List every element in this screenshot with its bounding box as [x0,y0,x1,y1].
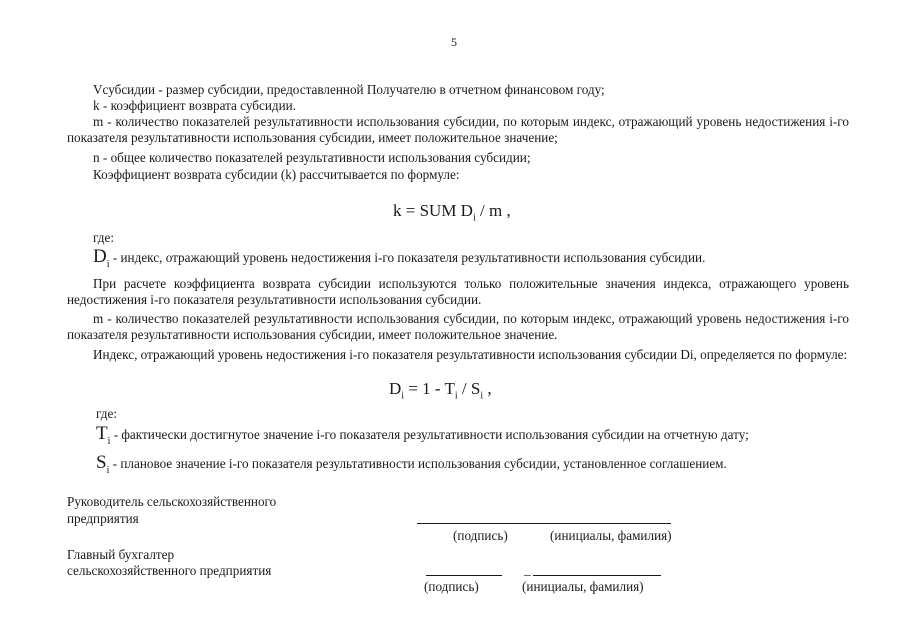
head-title-line2: предприятия [67,511,139,526]
accountant-signature-caption: (подпись) [424,579,479,594]
head-name-caption: (инициалы, фамилия) [550,528,672,543]
s-symbol: $S_i$ [96,452,110,476]
formula-d: $D_i = 1 - T_i / S_i$ , [389,379,492,402]
where-label-1: где: [93,230,114,245]
s-definition-text: - плановое значение i-го показателя результативности использования субсидии, установленное соглашением. [112,456,727,471]
page-number: 5 [451,35,457,49]
vsub-definition: Vсубсидии - размер субсидии, предоставленной Получателю в отчетном финансовом году; [93,82,605,97]
index-formula-intro: Индекс, отражающий уровень недостижения i-го показателя результативности использования субсидии Di, определяется по формуле: [93,347,848,362]
t-symbol: $T_i$ [96,423,111,447]
k-formula-intro: Коэффициент возврата субсидии (k) рассчитывается по формуле: [93,167,460,182]
n-definition: n - общее количество показателей результативности использования субсидии; [93,150,531,165]
accountant-name-line [533,575,661,576]
t-definition-text: - фактически достигнутое значение i-го показателя результативности использования субсидии на отчетную дату; [113,427,749,442]
positive-values-note: При расчете коэффициента возврата субсидии используются только положительные значения индекса, отражающего уровень недостижения i-го показателя результативности использования субсидии. [67,276,849,307]
accountant-name-caption: (инициалы, фамилия) [522,579,644,594]
accountant-title-line2: сельскохозяйственного предприятия [67,563,272,578]
head-signature-line [417,523,671,524]
d-definition-text: - индекс, отражающий уровень недостижения i-го показателя результативности использования субсидии. [112,250,706,265]
formula-k [393,203,511,226]
head-signature-caption: (подпись) [453,528,508,543]
formula-k-lhs: k = SUM D [393,201,473,220]
formula-k-rhs: / m , [475,201,511,220]
accountant-title-line1: Главный бухгалтер [67,547,175,562]
m-definition-2: m - количество показателей результативности использования субсидии, по которым индекс, отражающий уровень недостижения i-го показателя результативности использования субсидии, имеет положительное значение. [67,311,849,342]
t-definition [96,423,749,450]
formula-k-sub: i [472,212,476,224]
m-definition-1: m - количество показателей результативности использования субсидии, по которым индекс, отражающий уровень недостижения i-го показателя результативности использования субсидии, имеет положительное значение; [67,114,849,145]
where-label-2: где: [96,406,117,421]
accountant-signature-line [426,575,502,576]
s-definition [96,452,727,479]
d-symbol: $D_i$ [93,246,110,270]
head-title-line1: Руководитель сельскохозяйственного [67,494,277,509]
k-definition: k - коэффициент возврата субсидии. [93,98,296,113]
accountant-dash: _ [524,562,531,577]
d-definition [93,246,706,273]
